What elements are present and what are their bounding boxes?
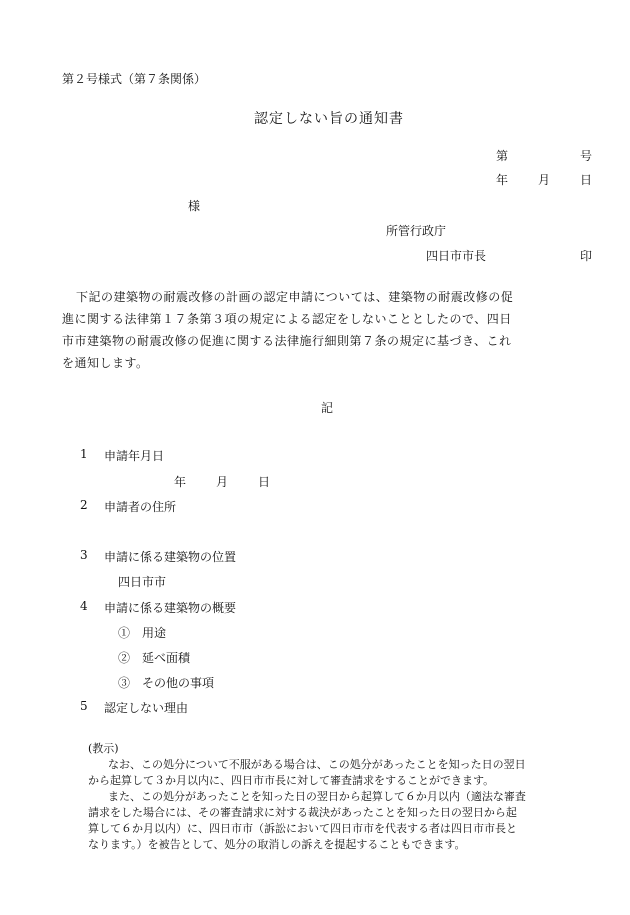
item-4-label: 申請に係る建築物の概要 xyxy=(104,601,237,615)
notice-line-2: から起算して３か月以内に、四日市市長に対して審査請求をすることができます。 xyxy=(88,774,495,787)
number-go: 号 xyxy=(580,149,593,163)
number-dai: 第 xyxy=(496,149,509,163)
date-day: 日 xyxy=(580,173,593,187)
notice-block xyxy=(88,741,526,853)
body-line-4: を通知します。 xyxy=(62,356,149,370)
item-1-number: 1 xyxy=(80,447,88,461)
notice-line-1: なお、この処分について不服がある場合は、この処分があったことを知った日の翌日 xyxy=(108,758,526,771)
item-4-sub-3: ③ その他の事項 xyxy=(118,676,215,690)
agency: 所管行政庁 xyxy=(386,224,447,238)
item-3-number: 3 xyxy=(80,548,88,562)
body-line-1: 下記の建築物の耐震改修の計画の認定申請については、建築物の耐震改修の促 xyxy=(76,290,514,304)
document-title: 認定しない旨の通知書 xyxy=(254,111,404,127)
item-1-day: 日 xyxy=(258,475,271,489)
seal-mark: 印 xyxy=(580,249,593,263)
item-4-sub-2: ② 延べ面積 xyxy=(118,651,191,665)
item-4-number: 4 xyxy=(80,599,88,613)
notice-line-3: また、この処分があったことを知った日の翌日から起算して６か月以内（適法な審査 xyxy=(108,790,526,803)
date-year: 年 xyxy=(496,173,509,187)
notice-heading: (教示) xyxy=(88,742,119,755)
item-2-label: 申請者の住所 xyxy=(104,500,177,514)
notice-line-6: なります。）を被告として、処分の取消しの訴えを提起することもできます。 xyxy=(88,838,466,851)
notice-line-4: 請求をした場合には、その審査請求に対する裁決があったことを知った日の翌日から起 xyxy=(88,806,517,819)
item-1-year: 年 xyxy=(174,475,187,489)
form-label: 第２号様式（第７条関係） xyxy=(62,72,207,86)
item-1-month: 月 xyxy=(216,475,229,489)
item-3-value: 四日市市 xyxy=(118,575,167,589)
body-paragraph xyxy=(62,286,513,374)
item-3-label: 申請に係る建築物の位置 xyxy=(104,550,237,564)
body-line-3: 市市建築物の耐震改修の促進に関する法律施行細則第７条の規定に基づき、これ xyxy=(62,334,512,348)
item-1-label: 申請年月日 xyxy=(104,449,165,463)
item-5-label: 認定しない理由 xyxy=(104,701,189,715)
notice-line-5: 算して６か月以内）に、四日市市（訴訟において四日市市を代表する者は四日市市長と xyxy=(88,822,517,835)
addressee-sama: 様 xyxy=(188,199,201,213)
item-2-number: 2 xyxy=(80,498,88,512)
item-5-number: 5 xyxy=(80,699,88,713)
body-line-2: 進に関する法律第１７条第３項の規定による認定をしないこととしたので、四日 xyxy=(62,312,512,326)
item-4-sub-1: ① 用途 xyxy=(118,626,167,640)
ki-mark: 記 xyxy=(321,401,334,415)
mayor-name: 四日市市長 xyxy=(426,249,487,263)
date-month: 月 xyxy=(538,173,551,187)
